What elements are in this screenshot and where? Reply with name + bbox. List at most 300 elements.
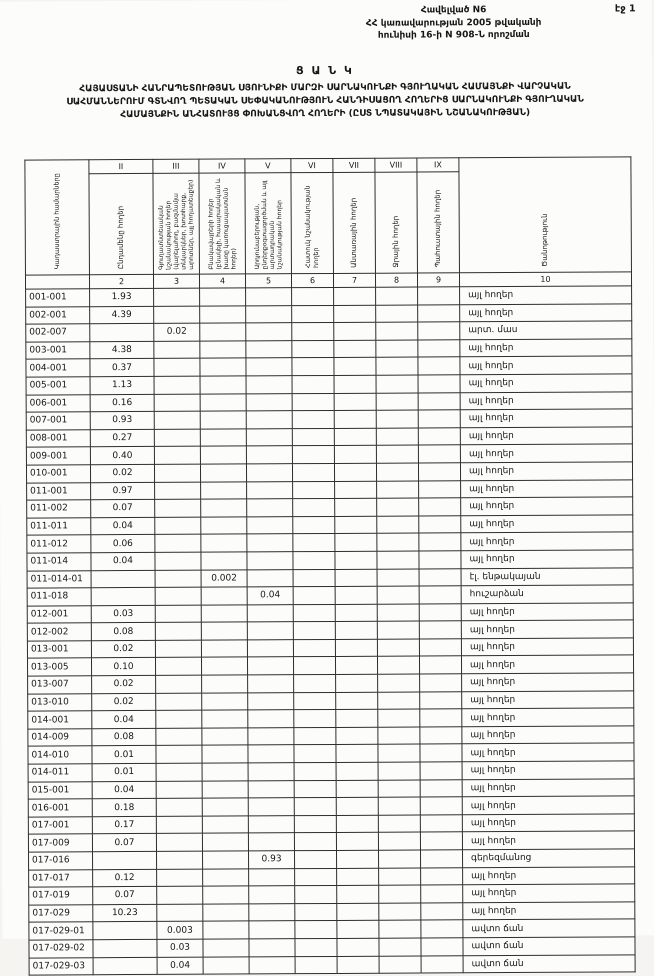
value-cell-col-7 — [335, 516, 377, 534]
value-cell-col-6 — [294, 780, 336, 798]
value-cell-col-2: 0.18 — [92, 799, 156, 817]
value-cell-col-4 — [202, 745, 248, 763]
value-cell-col-4 — [201, 499, 247, 517]
value-cell-col-2: 0.02 — [91, 640, 155, 658]
value-cell-col-5 — [247, 657, 293, 675]
value-cell-col-3 — [155, 552, 201, 570]
col-header-3-label: Բնակավայրերի հողեր (բնակելի, հասարակական և խառը կառուցապատման հողեր) — [207, 178, 237, 270]
value-cell-col-3 — [155, 499, 201, 517]
value-cell-col-5 — [248, 692, 294, 710]
value-cell-col-4 — [202, 763, 248, 781]
value-cell-col-8 — [377, 621, 419, 639]
value-cell-col-9 — [418, 428, 460, 446]
cadastral-code-cell: 017-029-03 — [29, 957, 93, 975]
value-cell-col-2: 0.10 — [91, 658, 155, 676]
value-cell-col-5 — [246, 376, 292, 394]
value-cell-col-9 — [419, 516, 461, 534]
value-cell-col-8 — [379, 868, 421, 886]
value-cell-col-5 — [248, 833, 294, 851]
document-title: ՀԱՅԱՍՏԱՆԻ ՀԱՆՐԱՊԵՏՈՒԹՅԱՆ ՍՅՈՒՆԻՔԻ ՄԱՐԶԻ ՍԱՐՆԱԿՈՒՆՔԻ ԳՅՈՒՂԱԿԱՆ ՀԱՄԱՅՆՔԻ ՎԱՐՉԱԿԱՆ ՍԱՀՄԱՆՆԵՐՈՒՄ ԳՏՆՎՈՂ ՊԵՏԱԿԱՆ ՍԵՓԱԿԱՆՈՒԹՅՈՒՆ ՀԱՆԴԻՍԱՑՈՂ ՀՈՂԵՐԻՑ ՍԱՐՆԱԿՈՒՆՔԻ ԳՅՈՒՂԱԿԱՆ ՀԱՄԱՅՆՔԻՆ ԱՆՀԱՏՈՒՅՑ ՓՈԽԱՆՑՎՈՂ ՀՈՂԵՐԻ (ԸՍՏ ՆՊԱՏԱԿԱՅԻՆ ՆՇԱՆԱԿՈՒԹՅԱՆ) — [66, 81, 584, 121]
value-cell-col-9 — [421, 955, 463, 973]
roman-numeral: IV — [199, 159, 245, 173]
value-cell-col-2: 0.97 — [91, 482, 155, 500]
value-cell-col-4 — [203, 869, 249, 887]
value-cell-col-9 — [418, 410, 460, 428]
value-cell-col-7 — [335, 622, 377, 640]
value-cell-col-2: 0.04 — [92, 781, 156, 799]
value-cell-col-6 — [293, 639, 335, 657]
value-cell-col-7 — [337, 921, 379, 939]
value-cell-col-8 — [376, 393, 418, 411]
roman-numeral: V — [245, 159, 291, 173]
value-cell-col-8 — [377, 481, 419, 499]
value-cell-col-4 — [200, 411, 246, 429]
cadastral-code-cell: 017-009 — [28, 834, 92, 852]
value-cell-col-9 — [418, 322, 460, 340]
col-header-5 — [291, 172, 334, 273]
value-cell-col-9 — [418, 392, 460, 410]
value-cell-col-3 — [154, 306, 200, 324]
note-cell: այլ հողեր — [461, 620, 633, 638]
value-cell-col-4 — [200, 341, 246, 359]
value-cell-col-8 — [376, 305, 418, 323]
value-cell-col-6 — [292, 358, 334, 376]
value-cell-col-7 — [334, 340, 376, 358]
note-cell: այլ հողեր — [462, 743, 634, 761]
value-cell-col-4 — [201, 640, 247, 658]
value-cell-col-5 — [247, 481, 293, 499]
value-cell-col-9 — [418, 340, 460, 358]
value-cell-col-4 — [201, 587, 247, 605]
cadastral-code-cell: 017-017 — [29, 869, 93, 887]
cadastral-code-cell: 010-001 — [26, 465, 90, 483]
value-cell-col-6 — [293, 569, 335, 587]
cadastral-code-cell: 013-010 — [28, 693, 92, 711]
value-cell-col-4 — [203, 886, 249, 904]
value-cell-col-5 — [247, 640, 293, 658]
value-cell-col-5 — [247, 499, 293, 517]
value-cell-col-3 — [156, 816, 202, 834]
cadastral-code-cell: 013-001 — [27, 641, 91, 659]
value-cell-col-7 — [336, 833, 378, 851]
appendix-block — [298, 4, 610, 43]
col-header-2-label: Գյուղատնտեսական նշանակության հողեր (վարելահող, բազմամյա տնկարկներ, խոտհարք, արոտներ, այլ հողատեսքեր) — [157, 179, 195, 270]
value-cell-col-6 — [295, 850, 337, 868]
value-cell-col-7 — [336, 797, 378, 815]
value-cell-col-3 — [156, 763, 202, 781]
value-cell-col-9 — [420, 744, 462, 762]
col-header-7-label: Ջրային հողեր — [391, 215, 401, 268]
value-cell-col-3 — [155, 622, 201, 640]
value-cell-col-4 — [201, 605, 247, 623]
value-cell-col-4 — [201, 552, 247, 570]
note-cell: այլ հողեր — [461, 603, 633, 621]
value-cell-col-2: 10.23 — [93, 904, 157, 922]
note-cell: այլ հողեր — [461, 638, 633, 656]
value-cell-col-2: 0.02 — [90, 464, 154, 482]
value-cell-col-5 — [248, 728, 294, 746]
value-cell-col-6 — [294, 815, 336, 833]
cadastral-code-cell: 011-012 — [27, 535, 91, 553]
value-cell-col-4 — [203, 939, 249, 957]
roman-numeral: VII — [333, 158, 375, 172]
note-cell: հուշարձան — [461, 585, 633, 603]
col-header-notes-label: Ծանոթություն — [540, 213, 550, 267]
value-cell-col-9 — [420, 691, 462, 709]
value-cell-col-2 — [93, 922, 157, 940]
value-cell-col-3 — [154, 411, 200, 429]
value-cell-col-6 — [292, 323, 334, 341]
cadastral-code-cell: 014-001 — [28, 711, 92, 729]
value-cell-col-3 — [154, 341, 200, 359]
col-header-5-label: Հատուկ նշանակության հողեր — [303, 185, 321, 269]
note-cell: այլ հողեր — [460, 356, 632, 374]
value-cell-col-9 — [419, 621, 461, 639]
col-header-1-label: Ընդամենը հողեր — [116, 205, 126, 270]
value-cell-col-8 — [377, 639, 419, 657]
value-cell-col-6 — [292, 305, 334, 323]
note-cell: այլ հողեր — [460, 427, 632, 445]
value-cell-col-9 — [420, 832, 462, 850]
note-cell: այլ հողեր — [460, 374, 632, 392]
value-cell-col-6 — [292, 287, 334, 305]
value-cell-col-4 — [202, 833, 248, 851]
value-cell-col-8 — [379, 885, 421, 903]
value-cell-col-6 — [295, 903, 337, 921]
value-cell-col-3 — [156, 834, 202, 852]
cadastral-code-cell: 016-001 — [28, 799, 92, 817]
col-header-4-label: Արդյունաբերության, ընդերքօգտագործման և այլ արտադրական նշանակության հողեր — [253, 180, 283, 270]
value-cell-col-3 — [156, 675, 202, 693]
value-cell-col-5 — [247, 604, 293, 622]
cadastral-code-cell: 011-011 — [27, 517, 91, 535]
value-cell-col-7 — [334, 463, 376, 481]
roman-numeral: VI — [291, 158, 333, 172]
value-cell-col-8 — [378, 727, 420, 745]
col-header-3 — [199, 173, 246, 274]
value-cell-col-3 — [154, 359, 200, 377]
value-cell-col-9 — [419, 551, 461, 569]
table-body — [26, 286, 636, 975]
value-cell-col-4 — [200, 464, 246, 482]
cadastral-code-cell: 017-029 — [29, 905, 93, 923]
value-cell-col-8 — [378, 780, 420, 798]
value-cell-col-6 — [295, 868, 337, 886]
value-cell-col-8 — [378, 709, 420, 727]
value-cell-col-4 — [203, 956, 249, 974]
value-cell-col-9 — [420, 762, 462, 780]
note-cell: այլ հողեր — [461, 479, 633, 497]
value-cell-col-2 — [90, 324, 154, 342]
value-cell-col-5 — [246, 288, 292, 306]
value-cell-col-5 — [247, 622, 293, 640]
note-cell: ավտո ճան — [463, 919, 635, 937]
value-cell-col-3 — [154, 394, 200, 412]
value-cell-col-8 — [377, 604, 419, 622]
value-cell-col-6 — [294, 745, 336, 763]
note-cell: այլ հողեր — [462, 673, 634, 691]
value-cell-col-4 — [203, 851, 249, 869]
value-cell-col-8 — [377, 533, 419, 551]
cadastral-code-cell: 011-018 — [27, 588, 91, 606]
note-cell: այլ հողեր — [460, 462, 632, 480]
value-cell-col-2: 0.08 — [91, 623, 155, 641]
value-cell-col-5 — [246, 464, 292, 482]
appendix-line-2: ՀՀ կառավարության 2005 թվականի — [365, 17, 542, 29]
value-cell-col-7 — [336, 780, 378, 798]
value-cell-col-9 — [419, 498, 461, 516]
value-cell-col-9 — [418, 445, 460, 463]
value-cell-col-9 — [420, 674, 462, 692]
value-cell-col-7 — [334, 287, 376, 305]
value-cell-col-7 — [337, 850, 379, 868]
value-cell-col-9 — [418, 304, 460, 322]
value-cell-col-8 — [377, 586, 419, 604]
value-cell-col-8 — [376, 445, 418, 463]
value-cell-col-4 — [202, 816, 248, 834]
value-cell-col-7 — [335, 657, 377, 675]
col-header-4 — [245, 173, 292, 274]
value-cell-col-9 — [420, 850, 462, 868]
value-cell-col-8 — [377, 516, 419, 534]
note-cell: այլ հողեր — [461, 497, 633, 515]
col-header-cadastral — [25, 160, 90, 275]
value-cell-col-8 — [377, 569, 419, 587]
value-cell-col-5 — [248, 675, 294, 693]
value-cell-col-8 — [376, 375, 418, 393]
cadastral-code-cell: 017-029-01 — [29, 922, 93, 940]
value-cell-col-6 — [294, 675, 336, 693]
cadastral-code-cell: 013-007 — [28, 676, 92, 694]
value-cell-col-7 — [335, 551, 377, 569]
value-cell-col-4 — [202, 728, 248, 746]
value-cell-col-9 — [421, 885, 463, 903]
value-cell-col-5 — [246, 358, 292, 376]
value-cell-col-5 — [247, 552, 293, 570]
value-cell-col-2: 0.06 — [91, 535, 155, 553]
value-cell-col-6 — [293, 499, 335, 517]
value-cell-col-2: 0.27 — [90, 429, 154, 447]
value-cell-col-6 — [295, 921, 337, 939]
value-cell-col-9 — [420, 815, 462, 833]
value-cell-col-6 — [292, 393, 334, 411]
value-cell-col-2: 0.04 — [91, 517, 155, 535]
cadastral-code-cell: 011-014-01 — [27, 570, 91, 588]
value-cell-col-3 — [154, 447, 200, 465]
value-cell-col-2 — [93, 957, 157, 975]
cadastral-code-cell: 015-001 — [28, 781, 92, 799]
value-cell-col-2 — [93, 851, 157, 869]
note-cell: այլ հողեր — [460, 339, 632, 357]
cadastral-code-cell: 008-001 — [26, 429, 90, 447]
value-cell-col-9 — [420, 779, 462, 797]
value-cell-col-3 — [155, 570, 201, 588]
value-cell-col-5 — [249, 868, 295, 886]
value-cell-col-5 — [249, 956, 295, 974]
value-cell-col-7 — [337, 938, 379, 956]
value-cell-col-7 — [335, 586, 377, 604]
cadastral-code-cell: 017-016 — [29, 852, 93, 870]
cadastral-code-cell: 007-001 — [26, 412, 90, 430]
note-cell: այլ հողեր — [463, 866, 635, 884]
value-cell-col-9 — [419, 656, 461, 674]
value-cell-col-6 — [293, 622, 335, 640]
value-cell-col-4 — [200, 376, 246, 394]
note-cell: այլ հողեր — [460, 303, 632, 321]
value-cell-col-7 — [334, 358, 376, 376]
note-cell: այլ հողեր — [462, 691, 634, 709]
value-cell-col-4 — [202, 781, 248, 799]
value-cell-col-8 — [378, 674, 420, 692]
value-cell-col-5: 0.93 — [249, 851, 295, 869]
value-cell-col-5 — [246, 411, 292, 429]
column-number: 5 — [245, 274, 291, 288]
value-cell-col-6 — [294, 833, 336, 851]
value-cell-col-9 — [420, 797, 462, 815]
value-cell-col-5 — [248, 745, 294, 763]
table-head — [25, 157, 632, 289]
value-cell-col-4 — [202, 798, 248, 816]
value-cell-col-4 — [200, 306, 246, 324]
note-cell: այլ հողեր — [460, 409, 632, 427]
value-cell-col-7 — [334, 322, 376, 340]
value-cell-col-7 — [334, 446, 376, 464]
value-cell-col-3 — [156, 746, 202, 764]
value-cell-col-5 — [249, 886, 295, 904]
value-cell-col-5 — [249, 903, 295, 921]
value-cell-col-4 — [200, 429, 246, 447]
value-cell-col-4 — [202, 710, 248, 728]
value-cell-col-7 — [337, 956, 379, 974]
value-cell-col-6 — [294, 692, 336, 710]
value-cell-col-9 — [420, 727, 462, 745]
appendix-line-1: Հավելված N6 — [420, 5, 487, 16]
value-cell-col-2: 0.17 — [92, 816, 156, 834]
value-cell-col-5 — [248, 780, 294, 798]
note-cell: այլ հողեր — [462, 814, 634, 832]
value-cell-col-6 — [292, 463, 334, 481]
value-cell-col-9 — [419, 568, 461, 586]
value-cell-col-9 — [421, 938, 463, 956]
value-cell-col-8 — [378, 744, 420, 762]
note-cell: այլ հողեր — [461, 532, 633, 550]
value-cell-col-7 — [335, 498, 377, 516]
value-cell-col-3 — [155, 605, 201, 623]
note-cell: արտ. մաս — [460, 321, 632, 339]
note-cell: գերեզմանոց — [462, 849, 634, 867]
column-number: 2 — [89, 274, 153, 288]
value-cell-col-9 — [418, 287, 460, 305]
value-cell-col-2: 0.37 — [90, 359, 154, 377]
value-cell-col-5 — [247, 534, 293, 552]
value-cell-col-3 — [157, 886, 203, 904]
col-header-notes — [459, 157, 632, 273]
value-cell-col-3 — [156, 710, 202, 728]
roman-numeral: III — [153, 159, 199, 173]
cadastral-code-cell: 004-001 — [26, 359, 90, 377]
value-cell-col-9 — [419, 603, 461, 621]
cadastral-code-cell: 001-001 — [26, 289, 90, 307]
appendix-line-3: հունիսի 16-ի N 908-Ն որոշման — [377, 30, 530, 41]
value-cell-col-9 — [419, 480, 461, 498]
value-cell-col-5 — [249, 921, 295, 939]
value-cell-col-3 — [156, 781, 202, 799]
note-cell: այլ հողեր — [460, 444, 632, 462]
value-cell-col-4 — [200, 288, 246, 306]
value-cell-col-3 — [157, 904, 203, 922]
cadastral-code-cell: 014-011 — [28, 764, 92, 782]
column-number: 4 — [199, 274, 245, 288]
table-row — [29, 954, 635, 975]
value-cell-col-4 — [201, 481, 247, 499]
value-cell-col-7 — [334, 393, 376, 411]
value-cell-col-8 — [378, 762, 420, 780]
value-cell-col-4 — [201, 657, 247, 675]
value-cell-col-5 — [248, 798, 294, 816]
note-cell: այլ հողեր — [461, 655, 633, 673]
value-cell-col-8 — [379, 903, 421, 921]
value-cell-col-7 — [334, 305, 376, 323]
note-cell: այլ հողեր — [460, 391, 632, 409]
value-cell-col-2: 0.07 — [92, 834, 156, 852]
value-cell-col-8 — [377, 498, 419, 516]
value-cell-col-6 — [292, 375, 334, 393]
value-cell-col-2: 0.02 — [92, 693, 156, 711]
value-cell-col-6 — [292, 428, 334, 446]
value-cell-col-5 — [246, 428, 292, 446]
value-cell-col-8 — [376, 340, 418, 358]
cadastral-code-cell: 017-001 — [28, 817, 92, 835]
cadastral-code-cell: 002-007 — [26, 324, 90, 342]
note-cell: այլ հողեր — [462, 831, 634, 849]
value-cell-col-2: 0.04 — [92, 711, 156, 729]
value-cell-col-2: 0.16 — [90, 394, 154, 412]
value-cell-col-6 — [292, 411, 334, 429]
value-cell-col-5 — [248, 815, 294, 833]
value-cell-col-2: 0.93 — [90, 412, 154, 430]
value-cell-col-4 — [200, 446, 246, 464]
value-cell-col-3 — [155, 587, 201, 605]
value-cell-col-2: 0.02 — [92, 675, 156, 693]
note-cell: այլ հողեր — [462, 708, 634, 726]
cadastral-code-cell: 017-029-02 — [29, 940, 93, 958]
note-cell: այլ հողեր — [463, 884, 635, 902]
value-cell-col-5 — [246, 393, 292, 411]
value-cell-col-4 — [203, 904, 249, 922]
value-cell-col-6 — [295, 886, 337, 904]
value-cell-col-3 — [157, 869, 203, 887]
column-number: 9 — [417, 273, 459, 287]
value-cell-col-3 — [155, 482, 201, 500]
value-cell-col-4 — [202, 693, 248, 711]
value-cell-col-2: 0.03 — [91, 605, 155, 623]
value-cell-col-6 — [295, 956, 337, 974]
cadastral-code-cell: 011-002 — [27, 500, 91, 518]
column-number: 6 — [291, 273, 333, 287]
value-cell-col-2: 0.04 — [91, 552, 155, 570]
value-cell-col-7 — [334, 375, 376, 393]
value-cell-col-3 — [156, 798, 202, 816]
value-cell-col-3 — [154, 464, 200, 482]
column-number — [25, 275, 89, 289]
note-cell: այլ հողեր — [462, 726, 634, 744]
cadastral-code-cell: 002-001 — [26, 306, 90, 324]
value-cell-col-6 — [294, 727, 336, 745]
note-cell: այլ հողեր — [462, 796, 634, 814]
value-cell-col-2: 0.08 — [92, 728, 156, 746]
value-cell-col-8 — [378, 797, 420, 815]
value-cell-col-6 — [295, 938, 337, 956]
